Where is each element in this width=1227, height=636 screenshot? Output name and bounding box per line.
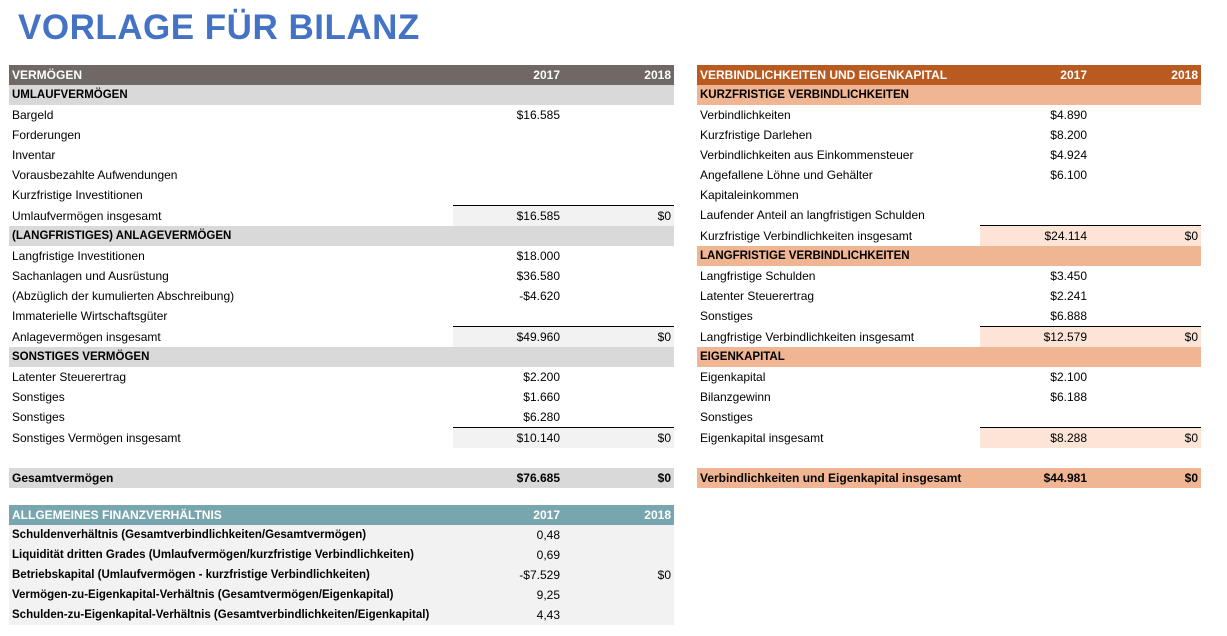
total-value-2018[interactable]: $0: [563, 327, 674, 348]
header-year-2017[interactable]: 2017: [453, 65, 563, 85]
table-row: [9, 367, 674, 387]
total-label[interactable]: Anlagevermögen insgesamt: [12, 329, 161, 344]
row-value-2017[interactable]: -$4.620: [519, 289, 560, 303]
table-row: [697, 205, 1201, 226]
ratios-header-row: [9, 505, 674, 525]
ratio-row: [9, 585, 674, 605]
row-value-2018[interactable]: [1090, 145, 1201, 165]
section-title[interactable]: SONSTIGES VERMÖGEN: [9, 347, 674, 367]
row-value-2017[interactable]: [453, 185, 563, 206]
header-year-2018[interactable]: 2018: [563, 65, 674, 85]
row-label[interactable]: Bilanzgewinn: [700, 390, 771, 404]
row-value-2017[interactable]: $6.188: [1050, 390, 1087, 404]
ratio-value-2017[interactable]: 9,25: [453, 585, 563, 605]
row-value-2018[interactable]: [563, 306, 674, 327]
ratio-label[interactable]: Vermögen-zu-Eigenkapital-Verhältnis (Gesamtvermögen/Eigenkapital): [9, 585, 453, 605]
table-row: [9, 246, 674, 266]
row-value-2017[interactable]: $2.200: [523, 370, 560, 384]
table-row: [9, 387, 674, 407]
section-header: [9, 347, 674, 367]
ratio-value-2017[interactable]: 4,43: [453, 605, 563, 625]
liabilities-table: [697, 65, 1201, 488]
assets-table: [9, 65, 674, 488]
row-value-2017[interactable]: [453, 306, 563, 327]
spacer-cell: [697, 448, 1201, 468]
row-value-2018[interactable]: [1090, 266, 1201, 286]
total-value-2017[interactable]: $49.960: [453, 327, 563, 348]
header-label[interactable]: VERBINDLICHKEITEN UND EIGENKAPITAL: [697, 65, 980, 85]
row-label[interactable]: Langfristige Schulden: [700, 269, 816, 283]
section-header: [697, 85, 1201, 105]
ratio-label[interactable]: Schulden-zu-Eigenkapital-Verhältnis (Gesamtverbindlichkeiten/Eigenkapital): [9, 605, 453, 625]
section-header: [697, 347, 1201, 367]
grand-total-row: [9, 468, 674, 488]
section-title[interactable]: KURZFRISTIGE VERBINDLICHKEITEN: [697, 85, 1201, 105]
row-value-2017[interactable]: $36.580: [516, 269, 560, 283]
row-value-2018[interactable]: [1090, 125, 1201, 145]
table-row: [697, 407, 1201, 428]
total-value-2017[interactable]: $24.114: [980, 226, 1090, 247]
row-label[interactable]: Laufender Anteil an langfristigen Schulden: [700, 208, 925, 223]
grand-total-label[interactable]: Gesamtvermögen: [9, 468, 453, 488]
row-value-2018[interactable]: [1090, 205, 1201, 226]
row-value-2017[interactable]: $1.660: [523, 390, 560, 404]
row-value-2018[interactable]: [563, 185, 674, 206]
row-value-2017[interactable]: [453, 145, 563, 165]
row-value-2017[interactable]: $18.000: [516, 249, 560, 263]
table-row: [697, 165, 1201, 185]
row-value-2017[interactable]: $2.100: [1050, 370, 1087, 384]
row-value-2017[interactable]: $6.100: [1050, 168, 1087, 182]
table-row: [9, 407, 674, 428]
table-row: [697, 387, 1201, 407]
ratio-value-2017[interactable]: 0,48: [453, 525, 563, 545]
row-label[interactable]: Sonstiges: [700, 309, 753, 324]
row-value-2018[interactable]: [1090, 306, 1201, 327]
ratio-row: [9, 605, 674, 625]
ratio-value-2018[interactable]: [563, 525, 674, 545]
row-value-2018[interactable]: [1090, 105, 1201, 125]
row-value-2018[interactable]: [563, 367, 674, 387]
section-title[interactable]: (LANGFRISTIGES) ANLAGEVERMÖGEN: [9, 226, 674, 246]
table-row: [697, 185, 1201, 205]
table-row: [697, 266, 1201, 286]
row-label[interactable]: Immaterielle Wirtschaftsgüter: [12, 309, 168, 324]
row-label[interactable]: Sonstiges: [12, 390, 65, 404]
row-label[interactable]: Langfristige Investitionen: [12, 249, 145, 263]
total-value-2018[interactable]: $0: [563, 428, 674, 449]
ratio-value-2018[interactable]: [563, 605, 674, 625]
row-value-2017[interactable]: $16.585: [516, 108, 560, 122]
section-header: [9, 85, 674, 105]
row-value-2017[interactable]: [980, 205, 1090, 226]
page-title: VORLAGE FÜR BILANZ: [18, 8, 420, 47]
total-value-2018[interactable]: $0: [1090, 428, 1201, 449]
row-label[interactable]: Kurzfristige Investitionen: [12, 188, 143, 203]
assets-header-row: [9, 65, 674, 85]
section-header: [9, 226, 674, 246]
row-value-2017[interactable]: [453, 125, 563, 145]
total-value-2017[interactable]: $12.579: [980, 327, 1090, 348]
ratio-value-2018[interactable]: [563, 585, 674, 605]
ratios-table: [9, 505, 674, 625]
table-row: [9, 286, 674, 306]
table-row: [697, 286, 1201, 306]
ratio-value-2018[interactable]: [563, 545, 674, 565]
spacer-row: [697, 448, 1201, 468]
row-value-2018[interactable]: [563, 387, 674, 407]
table-row: [9, 165, 674, 185]
header-year-2017[interactable]: 2017: [980, 65, 1090, 85]
table-row: [9, 145, 674, 165]
ratio-label[interactable]: Liquidität dritten Grades (Umlaufvermögen/kurzfristige Verbindlichkeiten): [9, 545, 453, 565]
total-value-2018[interactable]: $0: [563, 206, 674, 227]
table-row: [697, 306, 1201, 327]
row-value-2017[interactable]: $6.280: [523, 410, 560, 424]
row-label[interactable]: Vorausbezahlte Aufwendungen: [12, 168, 178, 182]
spacer-cell: [9, 448, 674, 468]
table-row: [9, 105, 674, 125]
grand-total-2017[interactable]: $44.981: [980, 468, 1090, 488]
ratio-value-2017[interactable]: 0,69: [453, 545, 563, 565]
total-label[interactable]: Langfristige Verbindlichkeiten insgesamt: [700, 329, 915, 344]
row-value-2018[interactable]: [1090, 367, 1201, 387]
header-label[interactable]: VERMÖGEN: [9, 65, 453, 85]
row-value-2017[interactable]: $6.888: [1050, 309, 1087, 323]
row-value-2018[interactable]: [563, 407, 674, 428]
table-row: [9, 306, 674, 327]
grand-total-2018[interactable]: $0: [563, 468, 674, 488]
section-title[interactable]: EIGENKAPITAL: [697, 347, 1201, 367]
table-row: [9, 125, 674, 145]
row-value-2017[interactable]: [980, 407, 1090, 428]
ratio-value-2018[interactable]: $0: [563, 565, 674, 585]
ratio-row: [9, 545, 674, 565]
row-label[interactable]: Verbindlichkeiten aus Einkommensteuer: [700, 148, 914, 162]
spacer-row: [9, 448, 674, 468]
row-label[interactable]: Kurzfristige Darlehen: [700, 128, 813, 142]
total-label[interactable]: Umlaufvermögen insgesamt: [12, 208, 162, 223]
row-value-2017[interactable]: $4.890: [1050, 108, 1087, 122]
header-year-2018[interactable]: 2018: [563, 505, 674, 525]
total-value-2018[interactable]: $0: [1090, 327, 1201, 348]
row-value-2018[interactable]: [563, 286, 674, 306]
row-label[interactable]: Angefallene Löhne und Gehälter: [700, 168, 873, 182]
row-label[interactable]: Sonstiges: [700, 410, 753, 425]
row-value-2017[interactable]: $3.450: [1050, 269, 1087, 283]
total-label[interactable]: Eigenkapital insgesamt: [700, 430, 824, 445]
row-value-2017[interactable]: [453, 165, 563, 185]
total-row: [697, 327, 1201, 348]
liabilities-header-row: [697, 65, 1201, 85]
total-row: [9, 428, 674, 449]
header-year-2017[interactable]: 2017: [453, 505, 563, 525]
ratio-label[interactable]: Schuldenverhältnis (Gesamtverbindlichkeiten/Gesamtvermögen): [9, 525, 453, 545]
row-value-2017[interactable]: $8.200: [1050, 128, 1087, 142]
total-row: [9, 327, 674, 348]
header-label[interactable]: ALLGEMEINES FINANZVERHÄLTNIS: [9, 505, 453, 525]
grand-total-2018[interactable]: $0: [1090, 468, 1201, 488]
row-label[interactable]: Latenter Steuerertrag: [700, 289, 815, 303]
table-row: [697, 367, 1201, 387]
row-value-2017[interactable]: $4.924: [1050, 148, 1087, 162]
row-label[interactable]: Bargeld: [12, 108, 54, 122]
total-label[interactable]: Sonstiges Vermögen insgesamt: [12, 430, 181, 445]
grand-total-row: [697, 468, 1201, 488]
row-value-2018[interactable]: [563, 246, 674, 266]
table-row: [697, 105, 1201, 125]
row-label[interactable]: Sonstiges: [12, 410, 65, 425]
total-row: [9, 206, 674, 227]
row-label[interactable]: Verbindlichkeiten: [700, 108, 791, 122]
table-row: [9, 266, 674, 286]
row-value-2017[interactable]: [980, 185, 1090, 205]
row-label[interactable]: Inventar: [12, 148, 56, 162]
total-value-2017[interactable]: $8.288: [980, 428, 1090, 449]
row-label[interactable]: Sachanlagen und Ausrüstung: [12, 269, 169, 283]
row-value-2018[interactable]: [1090, 387, 1201, 407]
ratio-label[interactable]: Betriebskapital (Umlaufvermögen - kurzfristige Verbindlichkeiten): [9, 565, 453, 585]
grand-total-2017[interactable]: $76.685: [453, 468, 563, 488]
row-value-2018[interactable]: [563, 125, 674, 145]
grand-total-label[interactable]: Verbindlichkeiten und Eigenkapital insgesamt: [697, 468, 980, 488]
section-title[interactable]: UMLAUFVERMÖGEN: [9, 85, 674, 105]
row-value-2018[interactable]: [563, 266, 674, 286]
total-row: [697, 428, 1201, 449]
row-value-2018[interactable]: [1090, 185, 1201, 205]
table-row: [697, 145, 1201, 165]
row-value-2018[interactable]: [1090, 165, 1201, 185]
row-label[interactable]: (Abzüglich der kumulierten Abschreibung): [12, 289, 235, 303]
ratio-value-2017[interactable]: -$7.529: [453, 565, 563, 585]
row-value-2017[interactable]: $2.241: [1050, 289, 1087, 303]
table-row: [697, 125, 1201, 145]
section-header: [697, 246, 1201, 266]
row-label[interactable]: Forderungen: [12, 128, 81, 142]
total-label[interactable]: Kurzfristige Verbindlichkeiten insgesamt: [700, 228, 913, 243]
row-label[interactable]: Latenter Steuerertrag: [12, 370, 127, 384]
row-value-2018[interactable]: [1090, 286, 1201, 306]
total-value-2017[interactable]: $16.585: [453, 206, 563, 227]
row-label[interactable]: Kapitaleinkommen: [700, 188, 799, 202]
section-title[interactable]: LANGFRISTIGE VERBINDLICHKEITEN: [697, 246, 1201, 266]
total-value-2017[interactable]: $10.140: [453, 428, 563, 449]
table-row: [9, 185, 674, 206]
header-year-2018[interactable]: 2018: [1090, 65, 1201, 85]
ratio-row: [9, 525, 674, 545]
total-value-2018[interactable]: $0: [1090, 226, 1201, 247]
total-row: [697, 226, 1201, 247]
row-value-2018[interactable]: [563, 105, 674, 125]
row-label[interactable]: Eigenkapital: [700, 370, 766, 384]
row-value-2018[interactable]: [563, 165, 674, 185]
row-value-2018[interactable]: [563, 145, 674, 165]
ratio-row: [9, 565, 674, 585]
row-value-2018[interactable]: [1090, 407, 1201, 428]
